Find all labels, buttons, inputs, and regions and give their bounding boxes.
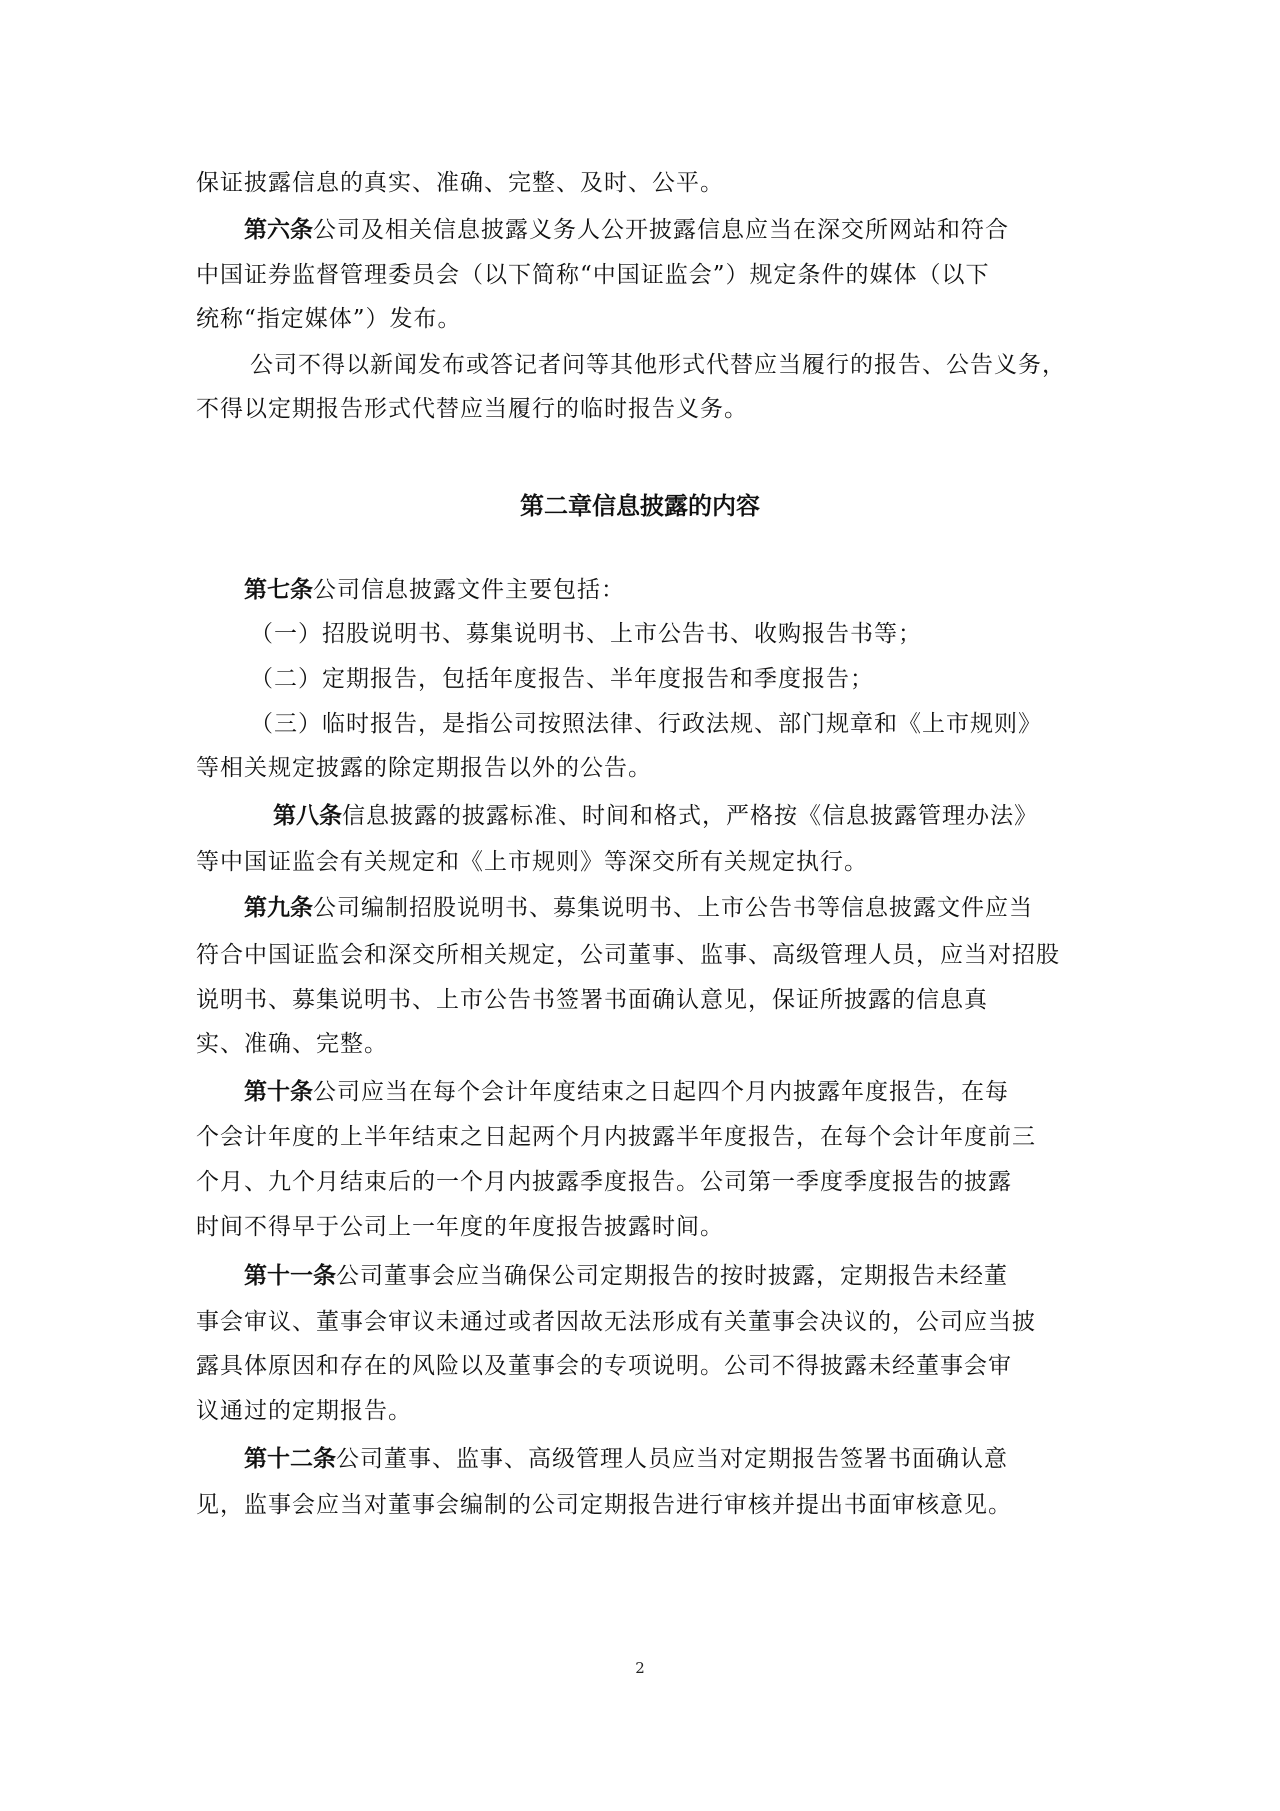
article-8: [273, 800, 1038, 832]
list-item: [250, 618, 922, 650]
article-label: 第七条: [244, 577, 313, 603]
line-text: 不得以定期报告形式代替应当履行的临时报告义务。: [196, 396, 748, 422]
paragraph-line: [196, 1166, 1012, 1198]
paragraph-line: [196, 1211, 724, 1243]
line-text: 信息披露的披露标准、时间和格式，严格按《信息披露管理办法》: [342, 803, 1038, 829]
line-text: 个会计年度的上半年结束之日起两个月内披露半年度报告，在每个会计年度前三: [196, 1124, 1036, 1150]
line-text: 时间不得早于公司上一年度的年度报告披露时间。: [196, 1214, 724, 1240]
line-text: 公司董事会应当确保公司定期报告的按时披露，定期报告未经董: [336, 1263, 1008, 1289]
line-text: （二）定期报告，包括年度报告、半年度报告和季度报告；: [250, 666, 874, 692]
paragraph-line: [196, 393, 748, 425]
paragraph-line: [196, 1350, 1012, 1382]
article-label: 第六条: [244, 217, 313, 243]
article-7: [244, 574, 625, 606]
line-text: 议通过的定期报告。: [196, 1398, 412, 1424]
paragraph-line: [196, 1306, 1036, 1338]
article-label: 第十一条: [244, 1263, 336, 1289]
line-text: 说明书、募集说明书、上市公告书签署书面确认意见，保证所披露的信息真: [196, 987, 988, 1013]
article-11: [244, 1260, 1008, 1292]
line-text: 个月、九个月结束后的一个月内披露季度报告。公司第一季度季度报告的披露: [196, 1169, 1012, 1195]
paragraph-line: [196, 167, 724, 199]
paragraph-line: [196, 259, 990, 291]
article-9: [244, 892, 1033, 924]
list-item: [250, 663, 874, 695]
article-6: [244, 214, 1009, 246]
list-item: [250, 708, 1042, 740]
article-label: 第九条: [244, 895, 313, 921]
page-number: 2: [635, 1659, 645, 1677]
paragraph-line: [196, 1028, 388, 1060]
line-text: 等相关规定披露的除定期报告以外的公告。: [196, 755, 652, 781]
line-text: 统称“指定媒体”）发布。: [196, 306, 462, 332]
line-text: 公司及相关信息披露义务人公开披露信息应当在深交所网站和符合: [313, 217, 1009, 243]
paragraph-line: [196, 939, 1060, 971]
line-text: 事会审议、董事会审议未通过或者因故无法形成有关董事会决议的，公司应当披: [196, 1309, 1036, 1335]
paragraph-line: [196, 1489, 1012, 1521]
paragraph-line: [196, 984, 988, 1016]
line-text: 中国证券监督管理委员会（以下简称“中国证监会”）规定条件的媒体（以下: [196, 262, 990, 288]
paragraph-line: [196, 1395, 412, 1427]
article-10: [244, 1076, 1009, 1108]
paragraph-line: [250, 349, 1066, 381]
line-text: 等中国证监会有关规定和《上市规则》等深交所有关规定执行。: [196, 849, 868, 875]
line-text: 公司应当在每个会计年度结束之日起四个月内披露年度报告，在每: [313, 1079, 1009, 1105]
line-text: （三）临时报告，是指公司按照法律、行政法规、部门规章和《上市规则》: [250, 711, 1042, 737]
article-label: 第十二条: [244, 1446, 336, 1472]
line-text: 符合中国证监会和深交所相关规定，公司董事、监事、高级管理人员，应当对招股: [196, 942, 1060, 968]
line-text: 露具体原因和存在的风险以及董事会的专项说明。公司不得披露未经董事会审: [196, 1353, 1012, 1379]
paragraph-line: [196, 1121, 1036, 1153]
article-12: [244, 1443, 1008, 1475]
paragraph-line: [196, 303, 462, 335]
chapter-heading: 第二章信息披露的内容: [520, 492, 760, 520]
line-text: 公司编制招股说明书、募集说明书、上市公告书等信息披露文件应当: [313, 895, 1033, 921]
article-label: 第八条: [273, 803, 342, 829]
line-text: 公司不得以新闻发布或答记者问等其他形式代替应当履行的报告、公告义务，: [250, 352, 1066, 378]
article-label: 第十条: [244, 1079, 313, 1105]
line-text: 公司信息披露文件主要包括：: [313, 577, 625, 603]
line-text: 实、准确、完整。: [196, 1031, 388, 1057]
paragraph-line: [196, 752, 652, 784]
line-text: 保证披露信息的真实、准确、完整、及时、公平。: [196, 170, 724, 196]
paragraph-line: [196, 846, 868, 878]
line-text: （一）招股说明书、募集说明书、上市公告书、收购报告书等；: [250, 621, 922, 647]
line-text: 公司董事、监事、高级管理人员应当对定期报告签署书面确认意: [336, 1446, 1008, 1472]
line-text: 见，监事会应当对董事会编制的公司定期报告进行审核并提出书面审核意见。: [196, 1492, 1012, 1518]
